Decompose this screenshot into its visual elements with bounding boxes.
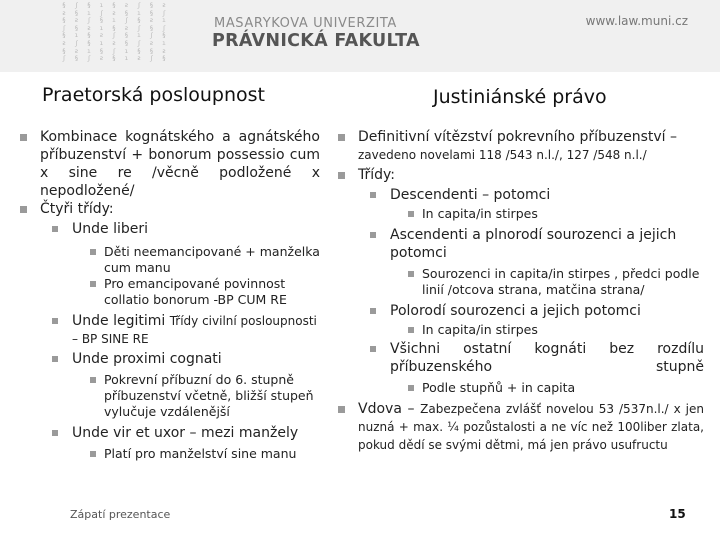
list-item: Sourozenci in capita/in stirpes , předci podle linií /otcova strana, matčina strana/ — [338, 266, 704, 298]
bullet-square-icon — [338, 172, 345, 179]
bullet-square-icon — [408, 271, 414, 277]
bullet-square-icon — [408, 327, 414, 333]
list-item: Čtyři třídy: — [20, 200, 320, 218]
bullet-square-icon — [408, 211, 414, 217]
bullet-square-icon — [90, 281, 96, 287]
page-number: 15 — [669, 507, 686, 521]
right-column-title: Justiniánské právo — [433, 86, 607, 108]
list-item: Podle stupňů + in capita — [338, 380, 704, 396]
left-column-title: Praetorská posloupnost — [42, 84, 266, 106]
bullet-square-icon — [20, 206, 27, 213]
list-item: In capita/in stirpes — [338, 206, 704, 222]
bullet-square-icon — [408, 385, 414, 391]
list-item: Definitivní vítězství pokrevního příbuzenství – zavedeno novelami 118 /543 n.l./, 127 /548 n.l./ — [338, 128, 704, 164]
bullet-square-icon — [52, 318, 58, 324]
bullet-square-icon — [370, 232, 376, 238]
list-item: Platí pro manželství sine manu — [20, 446, 320, 462]
list-item: Unde proximi cognati — [20, 350, 320, 368]
header-bar — [0, 0, 720, 72]
list-item: Unde legitimi Třídy civilní posloupnosti – BP SINE RE — [20, 312, 320, 348]
bullet-square-icon — [90, 451, 96, 457]
list-item: Polorodí sourozenci a jejich potomci — [338, 302, 704, 320]
university-name: MASARYKOVA UNIVERZITA — [214, 16, 397, 31]
list-item: Třídy: — [338, 166, 704, 184]
list-item: Ascendenti a plnorodí sourozenci a jejich potomci — [338, 226, 704, 262]
right-column — [338, 128, 704, 454]
bullet-square-icon — [90, 377, 96, 383]
list-item: Pokrevní příbuzní do 6. stupně příbuzenství včetně, bližší stupeň vylučuje vzdálenější — [20, 372, 320, 420]
list-item: Děti neemancipované + manželka cum manu — [20, 244, 320, 276]
left-column — [20, 128, 320, 462]
bullet-square-icon — [370, 192, 376, 198]
list-item: Unde liberi — [20, 220, 320, 238]
bullet-square-icon — [338, 406, 345, 413]
footer-text: Zápatí prezentace — [70, 508, 171, 521]
bullet-square-icon — [20, 134, 27, 141]
list-item: Všichni ostatní kognáti bez rozdílu příbuzenského stupně — [338, 340, 704, 376]
list-item: Unde vir et uxor – mezi manžely — [20, 424, 320, 442]
list-item: Descendenti – potomci — [338, 186, 704, 204]
bullet-square-icon — [338, 134, 345, 141]
bullet-square-icon — [52, 430, 58, 436]
bullet-square-icon — [370, 308, 376, 314]
bullet-square-icon — [52, 356, 58, 362]
logo-pattern: § ʃ § ı § ƨ ʃ § ƨ ƨ § ı ʃ ƨ § ı § ʃ § ƨ ʃ § ı ʃ § ƨ ı ʃ § ƨ ı § ƨ ʃ § ʃ § ı § ƨ ʃ § ı ʃ § ƨ ʃ § ı ƨ § ʃ ƨ ı § ƨ ı § ʃ ı § § ƨ ʃ § ʃ ƨ § ı ƨ ʃ § — [62, 2, 169, 63]
bullet-square-icon — [370, 346, 376, 352]
list-item: Kombinace kognátského a agnátského příbuzenství + bonorum possessio cum x sine re /věcně podložené x nepodložené/ — [20, 128, 320, 200]
list-item: Pro emancipované povinnost collatio bonorum -BP CUM RE — [20, 276, 320, 308]
faculty-name: PRÁVNICKÁ FAKULTA — [212, 31, 420, 51]
bullet-square-icon — [52, 226, 58, 232]
list-item: In capita/in stirpes — [338, 322, 704, 338]
bullet-square-icon — [90, 249, 96, 255]
website-link[interactable]: www.law.muni.cz — [585, 14, 688, 28]
list-item: Vdova – Zabezpečena zvlášť novelou 53 /537n.l./ x jen nuzná + max. ¼ pozůstalosti a ne víc než 100liber zlata, pokud dědí se svými dětmi, má jen právo usufructu — [338, 400, 704, 454]
